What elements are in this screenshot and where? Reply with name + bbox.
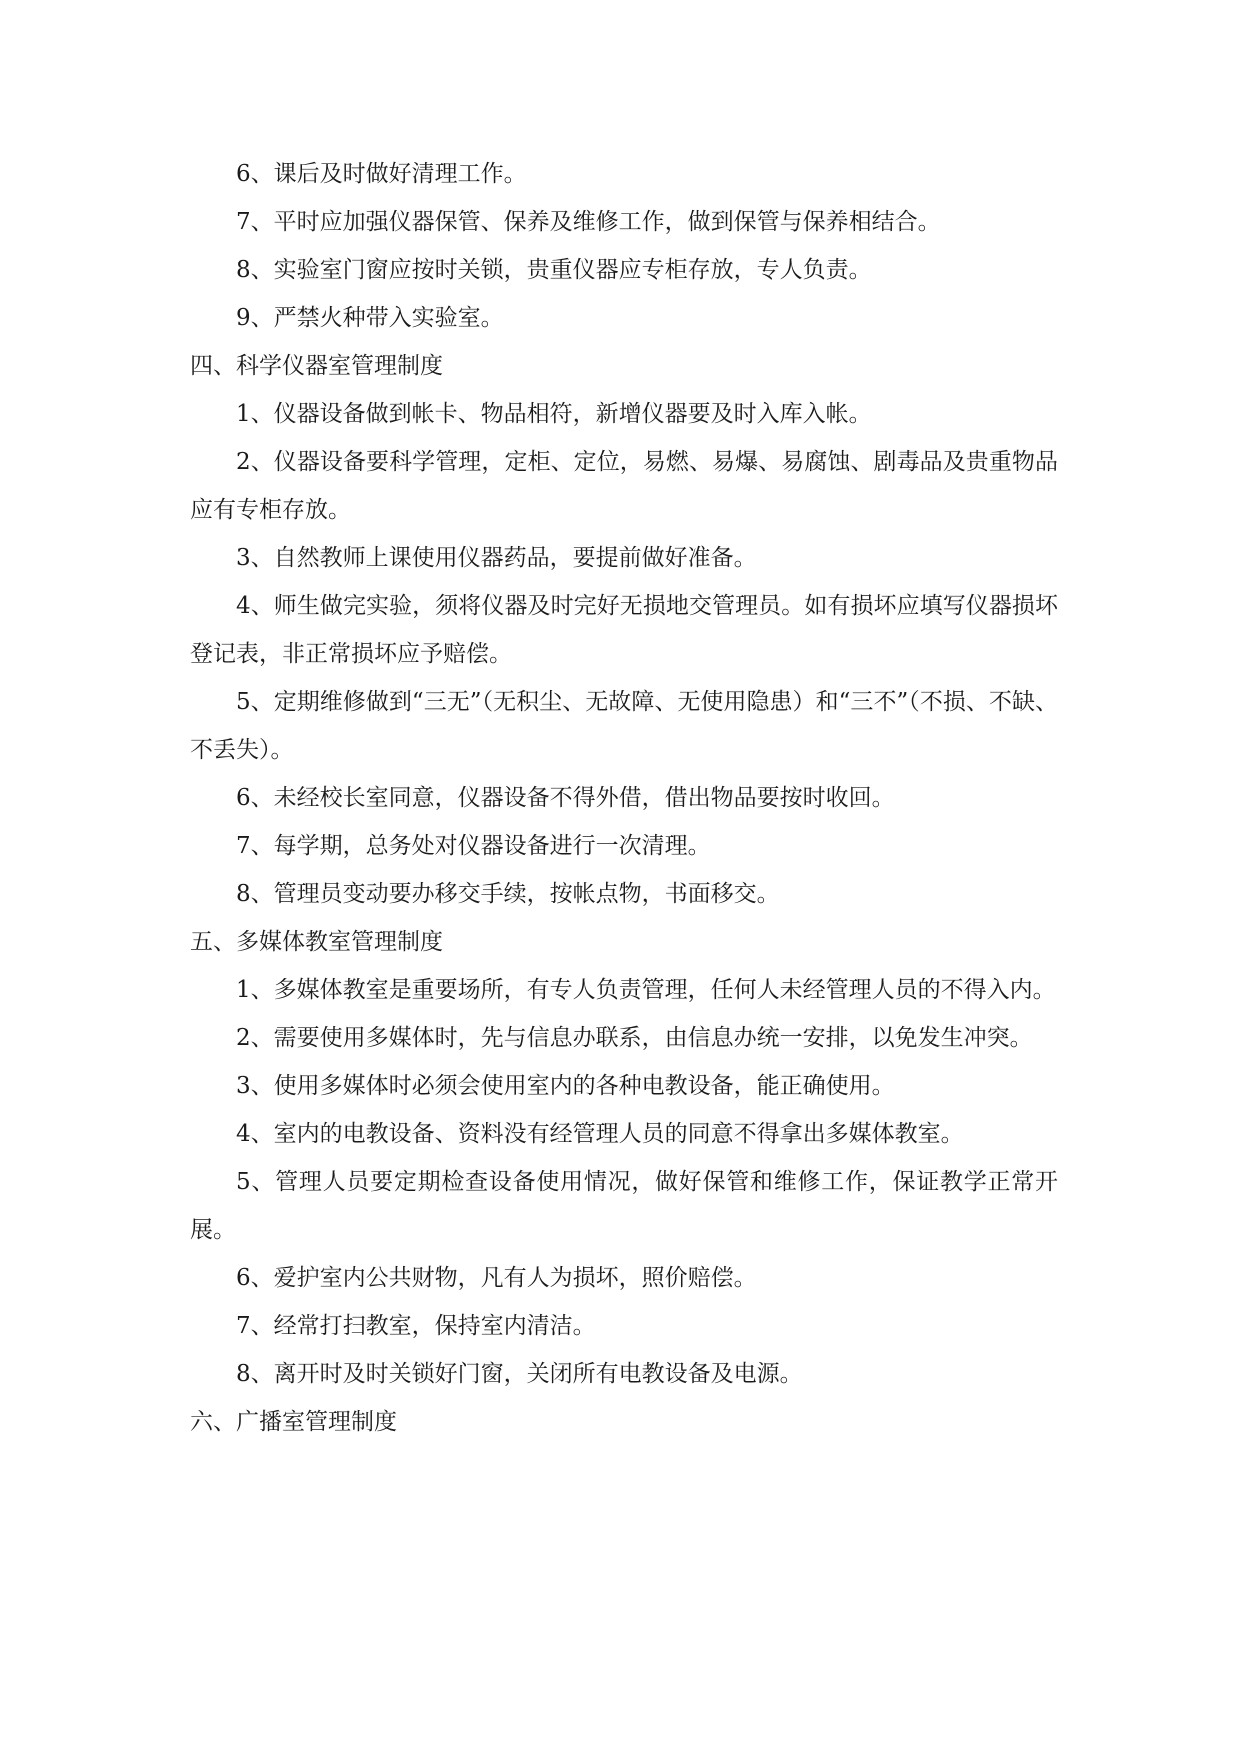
- rule-item: 8、离开时及时关锁好门窗，关闭所有电教设备及电源。: [236, 1361, 803, 1387]
- rule-item: 7、平时应加强仪器保管、保养及维修工作，做到保管与保养相结合。: [236, 209, 941, 235]
- rule-item: 2、需要使用多媒体时，先与信息办联系，由信息办统一安排，以免发生冲突。: [236, 1025, 1033, 1051]
- rule-item: 2、仪器设备要科学管理，定柜、定位，易燃、易爆、易腐蚀、剧毒品及贵重物品应有专柜存放。: [190, 449, 1058, 523]
- rule-item: 7、经常打扫教室，保持室内清洁。: [236, 1313, 596, 1339]
- rule-item: 4、室内的电教设备、资料没有经管理人员的同意不得拿出多媒体教室。: [236, 1121, 964, 1147]
- rule-item: 6、爱护室内公共财物，凡有人为损坏，照价赔偿。: [236, 1265, 757, 1291]
- rule-item: 1、多媒体教室是重要场所，有专人负责管理，任何人未经管理人员的不得入内。: [236, 977, 1056, 1003]
- rule-item: 6、未经校长室同意，仪器设备不得外借，借出物品要按时收回。: [236, 785, 895, 811]
- rule-item: 7、每学期，总务处对仪器设备进行一次清理。: [236, 833, 711, 859]
- rule-item: 3、使用多媒体时必须会使用室内的各种电教设备，能正确使用。: [236, 1073, 895, 1099]
- rule-item: 8、实验室门窗应按时关锁，贵重仪器应专柜存放，专人负责。: [236, 257, 872, 283]
- rule-item: 1、仪器设备做到帐卡、物品相符，新增仪器要及时入库入帐。: [236, 401, 872, 427]
- section-heading: 六、广播室管理制度: [190, 1409, 397, 1435]
- rule-item: 5、定期维修做到“三无”（无积尘、无故障、无使用隐患）和“三不”（不损、不缺、不丢失）。: [190, 689, 1058, 763]
- rule-item: 6、课后及时做好清理工作。: [236, 161, 527, 187]
- rule-item: 9、严禁火种带入实验室。: [236, 305, 504, 331]
- rule-item: 3、自然教师上课使用仪器药品，要提前做好准备。: [236, 545, 757, 571]
- rule-item: 8、管理员变动要办移交手续，按帐点物，书面移交。: [236, 881, 780, 907]
- rule-item: 4、师生做完实验，须将仪器及时完好无损地交管理员。如有损坏应填写仪器损坏登记表，非正常损坏应予赔偿。: [190, 593, 1058, 667]
- document-page: [190, 150, 1058, 1446]
- section-heading: 五、多媒体教室管理制度: [190, 929, 443, 955]
- rule-item: 5、管理人员要定期检查设备使用情况，做好保管和维修工作，保证教学正常开展。: [190, 1169, 1058, 1243]
- section-heading: 四、科学仪器室管理制度: [190, 353, 443, 379]
